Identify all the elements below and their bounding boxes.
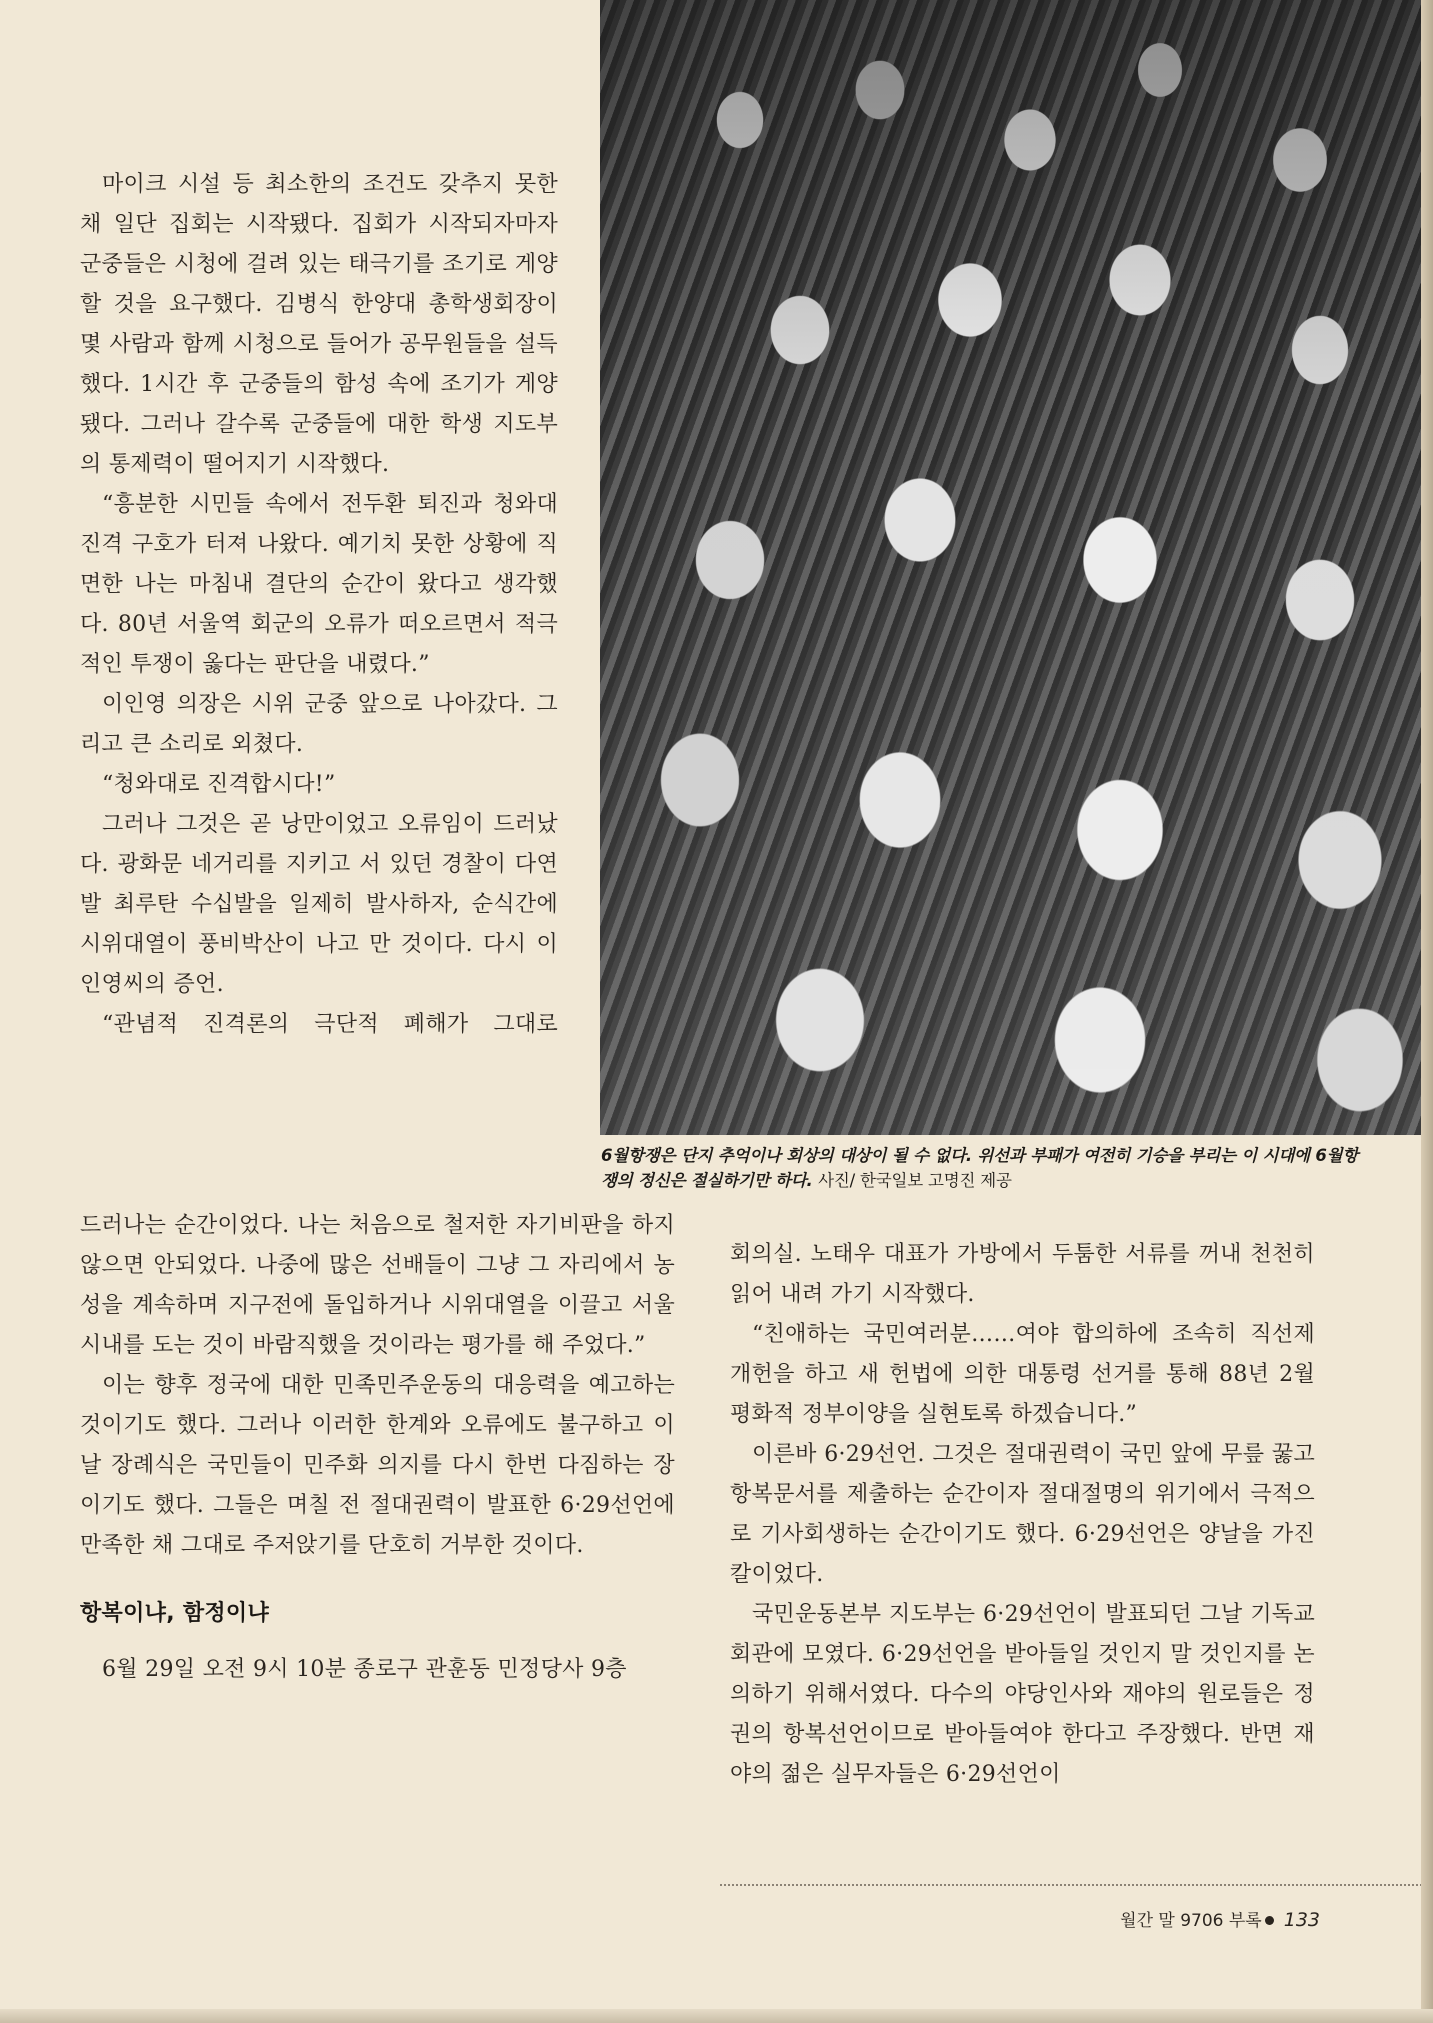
column-right (730, 1235, 1315, 1795)
paragraph: 마이크 시설 등 최소한의 조건도 갖추지 못한 채 일단 집회는 시작됐다. 집회가 시작되자마자 군중들은 시청에 걸려 있는 태극기를 조기로 게양할 것을 요구했다. 김병식 한양대 총학생회장이 몇 사람과 함께 시청으로 들어가 공무원들을 설득했다. 1시간 후 군중들의 함성 속에 조기가 게양됐다. 그러나 갈수록 군중들에 대한 학생 지도부의 통제력이 떨어지기 시작했다. (80, 172, 558, 477)
protest-crowd-photo (600, 0, 1433, 1135)
paragraph: 이인영 의장은 시위 군중 앞으로 나아갔다. 그리고 큰 소리로 외쳤다. (80, 692, 558, 757)
paragraph: “친애하는 국민여러분……여야 합의하에 조속히 직선제 개헌을 하고 새 헌법에 의한 대통령 선거를 통해 88년 2월 평화적 정부이양을 실현토록 하겠습니다.” (730, 1322, 1315, 1427)
magazine-name: 월간 말 9706 부록 (1120, 1911, 1262, 1931)
column-left-top (80, 165, 558, 1045)
bullet-circle-icon (1265, 1916, 1274, 1925)
caption-text: 6월항쟁은 단지 추억이나 회상의 대상이 될 수 없다. 위선과 부패가 여전히 기승을 부리는 이 시대에 6월항쟁의 정신은 절실하기만 하다. (601, 1146, 1359, 1190)
page-edge-shadow (1421, 0, 1433, 2023)
page-footer (1000, 1906, 1320, 1931)
folio-divider (720, 1884, 1430, 1886)
section-heading: 항복이냐, 함정이냐 (80, 1601, 270, 1626)
paragraph: 6월 29일 오전 9시 10분 종로구 관훈동 민정당사 9층 (102, 1657, 627, 1682)
paragraph: “관념적 진격론의 극단적 폐해가 그대로 (102, 1012, 558, 1037)
page-number: 133 (1283, 1909, 1320, 1931)
column-left-bottom (80, 1206, 675, 1690)
photo-caption (601, 1143, 1361, 1193)
paragraph: 그러나 그것은 곧 낭만이었고 오류임이 드러났다. 광화문 네거리를 지키고 서 있던 경찰이 다연발 최루탄 수십발을 일제히 발사하자, 순식간에 시위대열이 풍비박산이 나고 만 것이다. 다시 이인영씨의 증언. (80, 812, 558, 997)
paragraph: “청와대로 진격합시다!” (102, 772, 336, 797)
page-bottom-edge (0, 2009, 1433, 2023)
paragraph: 국민운동본부 지도부는 6·29선언이 발표되던 그날 기독교회관에 모였다. 6·29선언을 받아들일 것인지 말 것인지를 논의하기 위해서였다. 다수의 야당인사와 재야의 원로들은 정권의 항복선언이므로 받아들여야 한다고 주장했다. 반면 재야의 젊은 실무자들은 6·29선언이 (730, 1602, 1315, 1787)
photo-shade (600, 0, 1433, 1135)
paragraph: 드러나는 순간이었다. 나는 처음으로 철저한 자기비판을 하지 않으면 안되었다. 나중에 많은 선배들이 그냥 그 자리에서 농성을 계속하며 지구전에 돌입하거나 시위대열을 이끌고 서울 시내를 도는 것이 바람직했을 것이라는 평가를 해 주었다.” (80, 1213, 675, 1358)
paragraph: 이른바 6·29선언. 그것은 절대권력이 국민 앞에 무릎 꿇고 항복문서를 제출하는 순간이자 절대절명의 위기에서 극적으로 기사회생하는 순간이기도 했다. 6·29선언은 양날을 가진 칼이었다. (730, 1442, 1315, 1587)
paragraph: “흥분한 시민들 속에서 전두환 퇴진과 청와대 진격 구호가 터져 나왔다. 예기치 못한 상황에 직면한 나는 마침내 결단의 순간이 왔다고 생각했다. 80년 서울역 회군의 오류가 떠오르면서 적극적인 투쟁이 옳다는 판단을 내렸다.” (80, 492, 558, 677)
caption-credit: 사진/ 한국일보 고명진 제공 (818, 1171, 1012, 1190)
paragraph: 회의실. 노태우 대표가 가방에서 두툼한 서류를 꺼내 천천히 읽어 내려 가기 시작했다. (730, 1242, 1315, 1307)
paragraph: 이는 향후 정국에 대한 민족민주운동의 대응력을 예고하는 것이기도 했다. 그러나 이러한 한계와 오류에도 불구하고 이 날 장례식은 국민들이 민주화 의지를 다시 한번 다짐하는 장이기도 했다. 그들은 며칠 전 절대권력이 발표한 6·29선언에 만족한 채 그대로 주저앉기를 단호히 거부한 것이다. (80, 1373, 675, 1558)
